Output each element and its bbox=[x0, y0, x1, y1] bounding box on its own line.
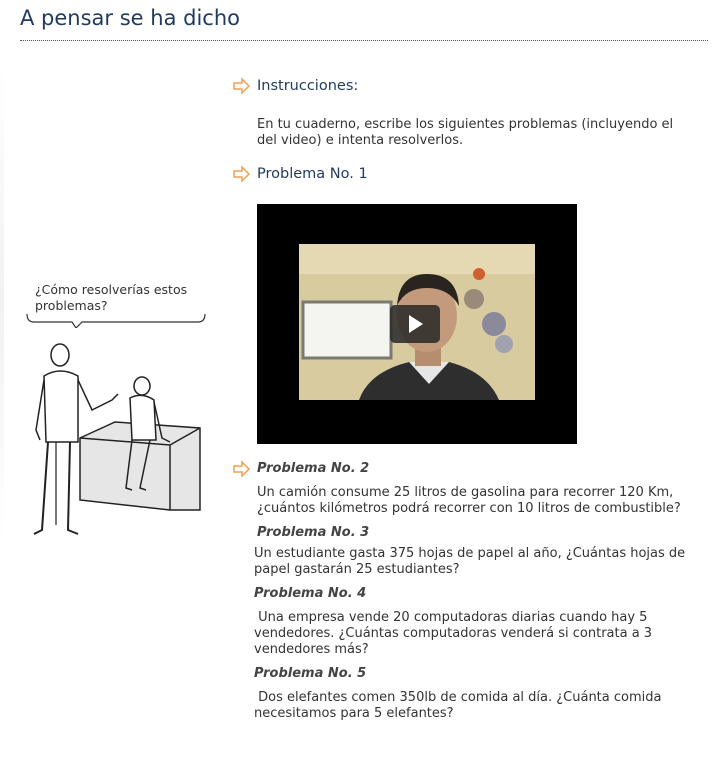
problem5-title: Problema No. 5 bbox=[254, 666, 367, 681]
problem4-text: Una empresa vende 20 computadoras diarias cuando hay 5 vendedores. ¿Cuántas computadoras venderá si contrata a 3 vendedores más? bbox=[254, 610, 657, 657]
arrow-right-icon bbox=[233, 165, 251, 183]
problem3-text: Un estudiante gasta 375 hojas de papel al año, ¿Cuántas hojas de papel gastarán 25 estudiantes? bbox=[254, 546, 686, 577]
arrow-right-icon bbox=[233, 460, 251, 478]
teacher-illustration bbox=[20, 320, 220, 550]
problem5-text: Dos elefantes comen 350lb de comida al día. ¿Cuánta comida necesitamos para 5 elefantes? bbox=[254, 690, 666, 721]
instructions-text: En tu cuaderno, escribe los siguientes problemas (incluyendo el del video) e intenta resolverlos. bbox=[257, 117, 674, 148]
instructions-heading: Instrucciones: bbox=[257, 78, 359, 94]
problem4-title: Problema No. 4 bbox=[254, 586, 367, 601]
problem3-title: Problema No. 3 bbox=[257, 525, 370, 540]
speech-bubble-text: ¿Cómo resolverías estos problemas? bbox=[35, 282, 188, 313]
left-shade bbox=[0, 60, 4, 545]
play-button[interactable] bbox=[390, 305, 440, 343]
page-title: A pensar se ha dicho bbox=[20, 6, 240, 30]
problem1-heading: Problema No. 1 bbox=[257, 166, 368, 182]
title-divider bbox=[20, 40, 708, 41]
problem2-text: Un camión consume 25 litros de gasolina para recorrer 120 Km, ¿cuántos kilómetros podrá recorrer con 10 litros de combustible? bbox=[257, 485, 681, 516]
problem2-title: Problema No. 2 bbox=[257, 461, 370, 476]
video-player[interactable] bbox=[257, 204, 577, 444]
play-icon bbox=[390, 305, 440, 343]
arrow-right-icon bbox=[233, 77, 251, 95]
